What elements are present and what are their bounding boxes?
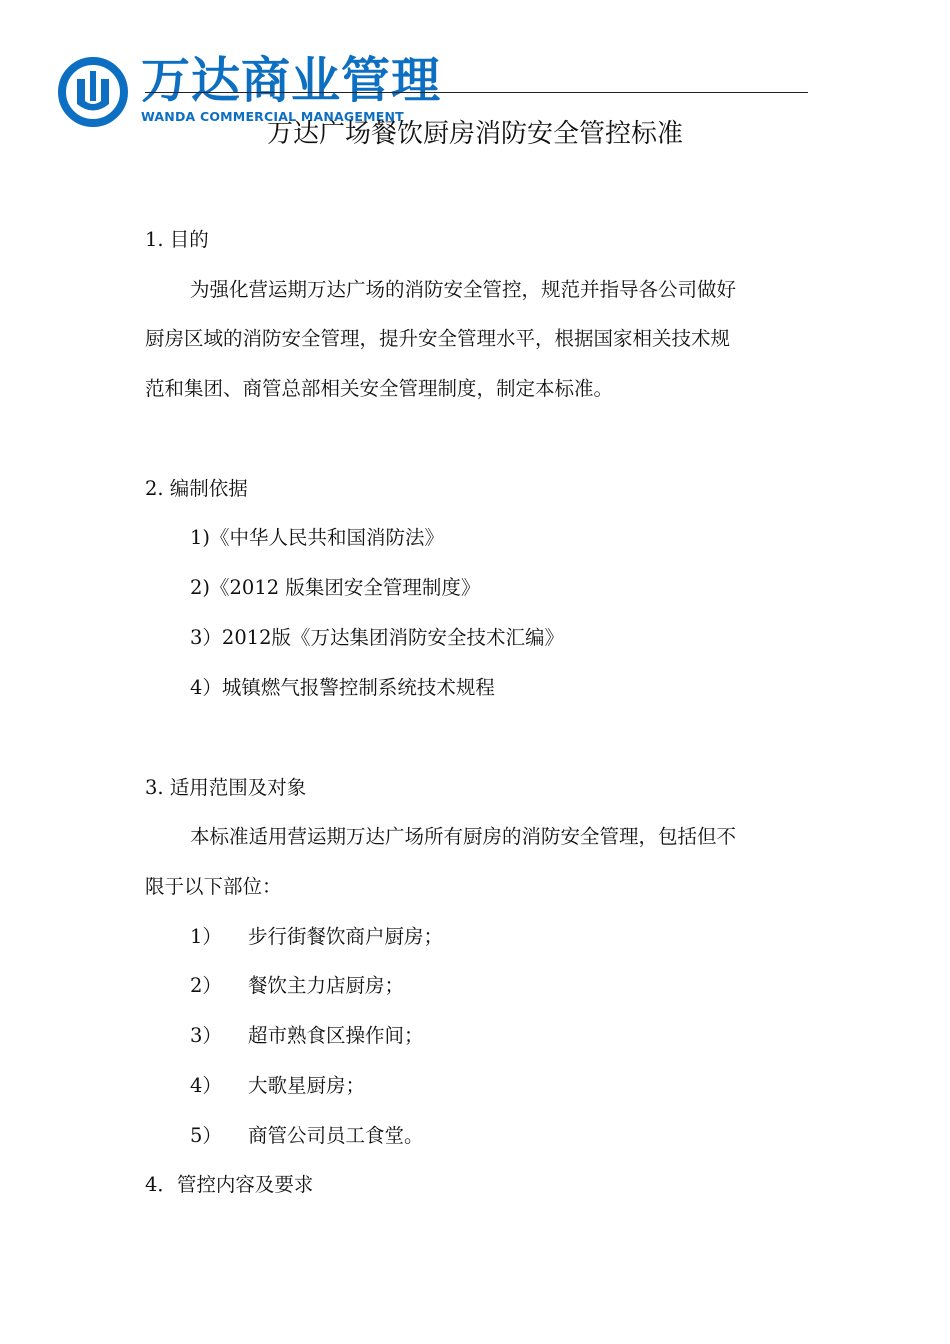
scope-list-item [190, 923, 443, 951]
section-1-heading: 1. 目的 [145, 228, 209, 251]
reference-item: 4）城镇燃气报警控制系统技术规程 [190, 676, 495, 699]
reference-item: 3）2012版《万达集团消防安全技术汇编》 [190, 626, 565, 649]
section-1-paragraph-line: 厨房区域的消防安全管理，提升安全管理水平，根据国家相关技术规 [145, 327, 731, 350]
scope-item-number: 4） [190, 1074, 222, 1097]
scope-item-number: 5） [190, 1124, 222, 1147]
section-3-heading: 3. 适用范围及对象 [145, 776, 307, 799]
reference-item: 1)《中华人民共和国消防法》 [190, 526, 445, 549]
document-title: 万达广场餐饮厨房消防安全管控标准 [266, 119, 683, 149]
scope-item-number: 3） [190, 1024, 222, 1047]
scope-item-text: 超市熟食区操作间； [248, 1024, 424, 1047]
scope-item-number: 2） [190, 974, 222, 997]
scope-item-text: 大歌星厨房； [248, 1074, 366, 1097]
scope-item-text: 步行街餐饮商户厨房； [248, 925, 444, 948]
logo-chinese-text: 万达商业管理 [141, 52, 442, 109]
reference-item: 2)《2012 版集团安全管理制度》 [190, 576, 481, 599]
scope-list-item [190, 1122, 424, 1150]
section-4-heading: 4．管控内容及要求 [145, 1173, 314, 1196]
scope-item-text: 商管公司员工食堂。 [248, 1124, 424, 1147]
scope-list-item [190, 972, 404, 1000]
logo-english-text: WANDA COMMERCIAL MANAGEMENT [141, 109, 404, 124]
scope-item-number: 1） [190, 925, 222, 948]
scope-item-text: 餐饮主力店厨房； [248, 974, 405, 997]
section-3-paragraph-line: 限于以下部位： [145, 875, 282, 898]
section-2-heading: 2. 编制依据 [145, 477, 248, 500]
scope-list-item [190, 1072, 365, 1100]
scope-list-item [190, 1022, 424, 1050]
section-1-paragraph-line: 范和集团、商管总部相关安全管理制度，制定本标准。 [145, 377, 614, 400]
section-1-paragraph-line: 为强化营运期万达广场的消防安全管控，规范并指导各公司做好 [190, 278, 737, 301]
section-3-paragraph-line: 本标准适用营运期万达广场所有厨房的消防安全管理，包括但不 [190, 825, 737, 848]
header-rule [145, 92, 808, 93]
